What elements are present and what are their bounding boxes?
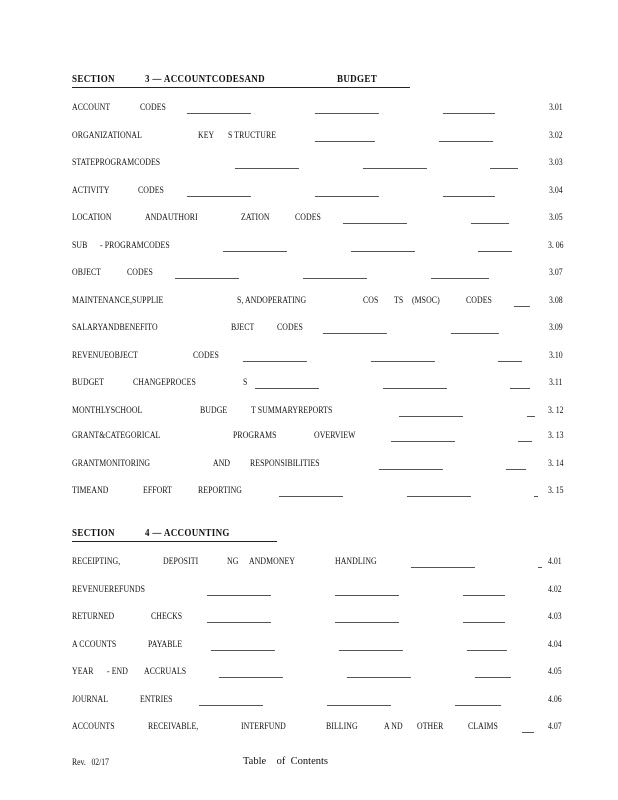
- section-3-underline: [72, 87, 410, 88]
- page-number: 3. 06: [548, 241, 564, 251]
- toc-entry[interactable]: [0, 296, 618, 310]
- entry-text: OBJECT: [72, 268, 102, 278]
- page-number: 4.02: [548, 585, 562, 595]
- leader-line: [223, 251, 287, 252]
- toc-entry[interactable]: [0, 486, 618, 500]
- entry-text: CODES: [295, 213, 321, 223]
- page-number: 3.02: [549, 131, 563, 141]
- entry-text: TS: [394, 296, 404, 306]
- entry-text: DEPOSITI: [163, 557, 199, 567]
- entry-text: YEAR: [72, 667, 94, 677]
- leader-line: [315, 141, 375, 142]
- leader-line: [243, 361, 307, 362]
- entry-text: MONTHLYSCHOOL: [72, 406, 143, 416]
- entry-text: ANDMONEY: [249, 557, 296, 567]
- leader-line: [363, 168, 427, 169]
- entry-text: - PROGRAMCODES: [100, 241, 170, 251]
- toc-entry[interactable]: [0, 722, 618, 736]
- page-number: 3. 15: [548, 486, 564, 496]
- entry-text: NG: [227, 557, 239, 567]
- page-number: 3. 13: [548, 431, 564, 441]
- leader-line: [534, 496, 538, 497]
- entry-text: CHECKS: [151, 612, 183, 622]
- entry-text: TIMEAND: [72, 486, 109, 496]
- leader-line: [506, 469, 526, 470]
- entry-text: KEY: [198, 131, 215, 141]
- entry-text: - END: [107, 667, 128, 677]
- leader-line: [347, 677, 411, 678]
- toc-entry[interactable]: [0, 557, 618, 571]
- toc-entry[interactable]: [0, 131, 618, 145]
- entry-text: EFFORT: [143, 486, 173, 496]
- toc-entry[interactable]: [0, 323, 618, 337]
- entry-text: LOCATION: [72, 213, 112, 223]
- page-number: 4.05: [548, 667, 562, 677]
- entry-text: STATEPROGRAMCODES: [72, 158, 161, 168]
- entry-text: ACCOUNT: [72, 103, 111, 113]
- entry-text: (MSOC): [412, 296, 440, 306]
- page-number: 3.04: [549, 186, 563, 196]
- toc-entry[interactable]: [0, 695, 618, 709]
- page-number: 3. 12: [548, 406, 564, 416]
- leader-line: [327, 705, 391, 706]
- entry-text: CODES: [277, 323, 303, 333]
- leader-line: [510, 388, 530, 389]
- leader-line: [335, 595, 399, 596]
- leader-line: [498, 361, 522, 362]
- leader-line: [175, 278, 239, 279]
- toc-entry[interactable]: [0, 640, 618, 654]
- section-3-title: 3 — ACCOUNTCODESAND: [145, 73, 266, 85]
- entry-text: ACCOUNTS: [72, 722, 115, 732]
- leader-line: [463, 595, 505, 596]
- entry-text: RECEIPTING,: [72, 557, 121, 567]
- entry-text: COS: [363, 296, 379, 306]
- leader-line: [411, 567, 475, 568]
- entry-text: OVERVIEW: [314, 431, 356, 441]
- leader-line: [235, 168, 299, 169]
- entry-text: CODES: [138, 186, 164, 196]
- toc-entry[interactable]: [0, 103, 618, 117]
- entry-text: MAINTENANCE,SUPPLIE: [72, 296, 164, 306]
- entry-text: SALARYANDBENEFITO: [72, 323, 158, 333]
- toc-entry[interactable]: [0, 186, 618, 200]
- toc-entry[interactable]: [0, 241, 618, 255]
- leader-line: [383, 388, 447, 389]
- leader-line: [379, 469, 443, 470]
- leader-line: [303, 278, 367, 279]
- leader-line: [351, 251, 415, 252]
- entry-text: JOURNAL: [72, 695, 109, 705]
- leader-line: [279, 496, 343, 497]
- toc-entry[interactable]: [0, 158, 618, 172]
- entry-text: AND: [213, 459, 231, 469]
- page-number: 4.07: [548, 722, 562, 732]
- entry-text: A CCOUNTS: [72, 640, 117, 650]
- entry-text: RECEIVABLE,: [148, 722, 199, 732]
- leader-line: [371, 361, 435, 362]
- entry-text: RESPONSIBILITIES: [250, 459, 320, 469]
- leader-line: [538, 567, 542, 568]
- section-4-title: 4 — ACCOUNTING: [145, 527, 230, 539]
- page-number: 3.10: [549, 351, 563, 361]
- leader-line: [315, 196, 379, 197]
- page-number: 3.01: [549, 103, 563, 113]
- page-number: 3.11: [549, 378, 563, 388]
- entry-text: INTERFUND: [241, 722, 286, 732]
- leader-line: [522, 732, 534, 733]
- leader-line: [207, 595, 271, 596]
- toc-entry[interactable]: [0, 585, 618, 599]
- entry-text: REVENUEOBJECT: [72, 351, 138, 361]
- leader-line: [467, 650, 507, 651]
- entry-text: PROGRAMS: [233, 431, 277, 441]
- page-number: 4.01: [548, 557, 562, 567]
- leader-line: [339, 650, 403, 651]
- leader-line: [475, 677, 511, 678]
- entry-text: CODES: [127, 268, 153, 278]
- leader-line: [443, 196, 495, 197]
- leader-line: [527, 416, 535, 417]
- entry-text: ZATION: [241, 213, 270, 223]
- toc-entry[interactable]: [0, 667, 618, 681]
- entry-text: ENTRIES: [140, 695, 173, 705]
- section-3-label: SECTION: [72, 73, 115, 85]
- entry-text: BUDGET: [72, 378, 105, 388]
- entry-text: SUB: [72, 241, 88, 251]
- entry-text: GRANT&CATEGORICAL: [72, 431, 161, 441]
- toc-entry[interactable]: [0, 612, 618, 626]
- leader-line: [323, 333, 387, 334]
- entry-text: T SUMMARYREPORTS: [251, 406, 333, 416]
- toc-entry[interactable]: [0, 459, 618, 473]
- entry-text: CODES: [193, 351, 219, 361]
- toc-entry[interactable]: [0, 268, 618, 282]
- entry-text: S TRUCTURE: [228, 131, 277, 141]
- leader-line: [335, 622, 399, 623]
- page-number: 3.07: [549, 268, 563, 278]
- entry-text: REPORTING: [198, 486, 242, 496]
- leader-line: [514, 306, 530, 307]
- page-number: 4.04: [548, 640, 562, 650]
- leader-line: [518, 441, 532, 442]
- page-number: 3.09: [549, 323, 563, 333]
- entry-text: BILLING: [326, 722, 358, 732]
- section-4-underline: [72, 541, 277, 542]
- leader-line: [255, 388, 319, 389]
- leader-line: [343, 223, 407, 224]
- page-number: 4.03: [548, 612, 562, 622]
- entry-text: S, ANDOPERATING: [237, 296, 307, 306]
- leader-line: [471, 223, 509, 224]
- entry-text: A ND: [384, 722, 403, 732]
- revision-label: Rev. 02/17: [72, 757, 109, 767]
- page-number: 3.05: [549, 213, 563, 223]
- entry-text: BJECT: [231, 323, 255, 333]
- leader-line: [211, 650, 275, 651]
- toc-entry[interactable]: [0, 213, 618, 227]
- leader-line: [443, 113, 495, 114]
- leader-line: [219, 677, 283, 678]
- leader-line: [490, 168, 518, 169]
- section-3-title-end: BUDGET: [337, 73, 378, 85]
- page-number: 3.08: [549, 296, 563, 306]
- leader-line: [407, 496, 471, 497]
- leader-line: [451, 333, 499, 334]
- entry-text: OTHER: [417, 722, 444, 732]
- leader-line: [431, 278, 489, 279]
- entry-text: PAYABLE: [148, 640, 183, 650]
- page-number: 4.06: [548, 695, 562, 705]
- entry-text: ORGANIZATIONAL: [72, 131, 142, 141]
- entry-text: HANDLING: [335, 557, 377, 567]
- leader-line: [478, 251, 512, 252]
- entry-text: ACCRUALS: [144, 667, 187, 677]
- leader-line: [463, 622, 505, 623]
- entry-text: ACTIVITY: [72, 186, 110, 196]
- leader-line: [187, 196, 251, 197]
- entry-text: CLAIMS: [468, 722, 498, 732]
- leader-line: [399, 416, 463, 417]
- entry-text: CODES: [466, 296, 492, 306]
- page-number: 3. 14: [548, 459, 564, 469]
- entry-text: RETURNED: [72, 612, 115, 622]
- entry-text: S: [243, 378, 248, 388]
- page-number: 3.03: [549, 158, 563, 168]
- entry-text: REVENUEREFUNDS: [72, 585, 145, 595]
- entry-text: ANDAUTHORI: [145, 213, 198, 223]
- leader-line: [207, 622, 271, 623]
- toc-entry[interactable]: [0, 431, 618, 445]
- toc-entry[interactable]: [0, 378, 618, 392]
- entry-text: BUDGE: [200, 406, 228, 416]
- leader-line: [455, 705, 501, 706]
- leader-line: [199, 705, 263, 706]
- footer-title: Table of Contents: [243, 756, 328, 767]
- leader-line: [391, 441, 455, 442]
- leader-line: [187, 113, 251, 114]
- leader-line: [439, 141, 493, 142]
- toc-entry[interactable]: [0, 351, 618, 365]
- entry-text: GRANTMONITORING: [72, 459, 151, 469]
- leader-line: [315, 113, 379, 114]
- entry-text: CHANGEPROCES: [133, 378, 196, 388]
- toc-entry[interactable]: [0, 406, 618, 420]
- section-4-label: SECTION: [72, 527, 115, 539]
- entry-text: CODES: [140, 103, 166, 113]
